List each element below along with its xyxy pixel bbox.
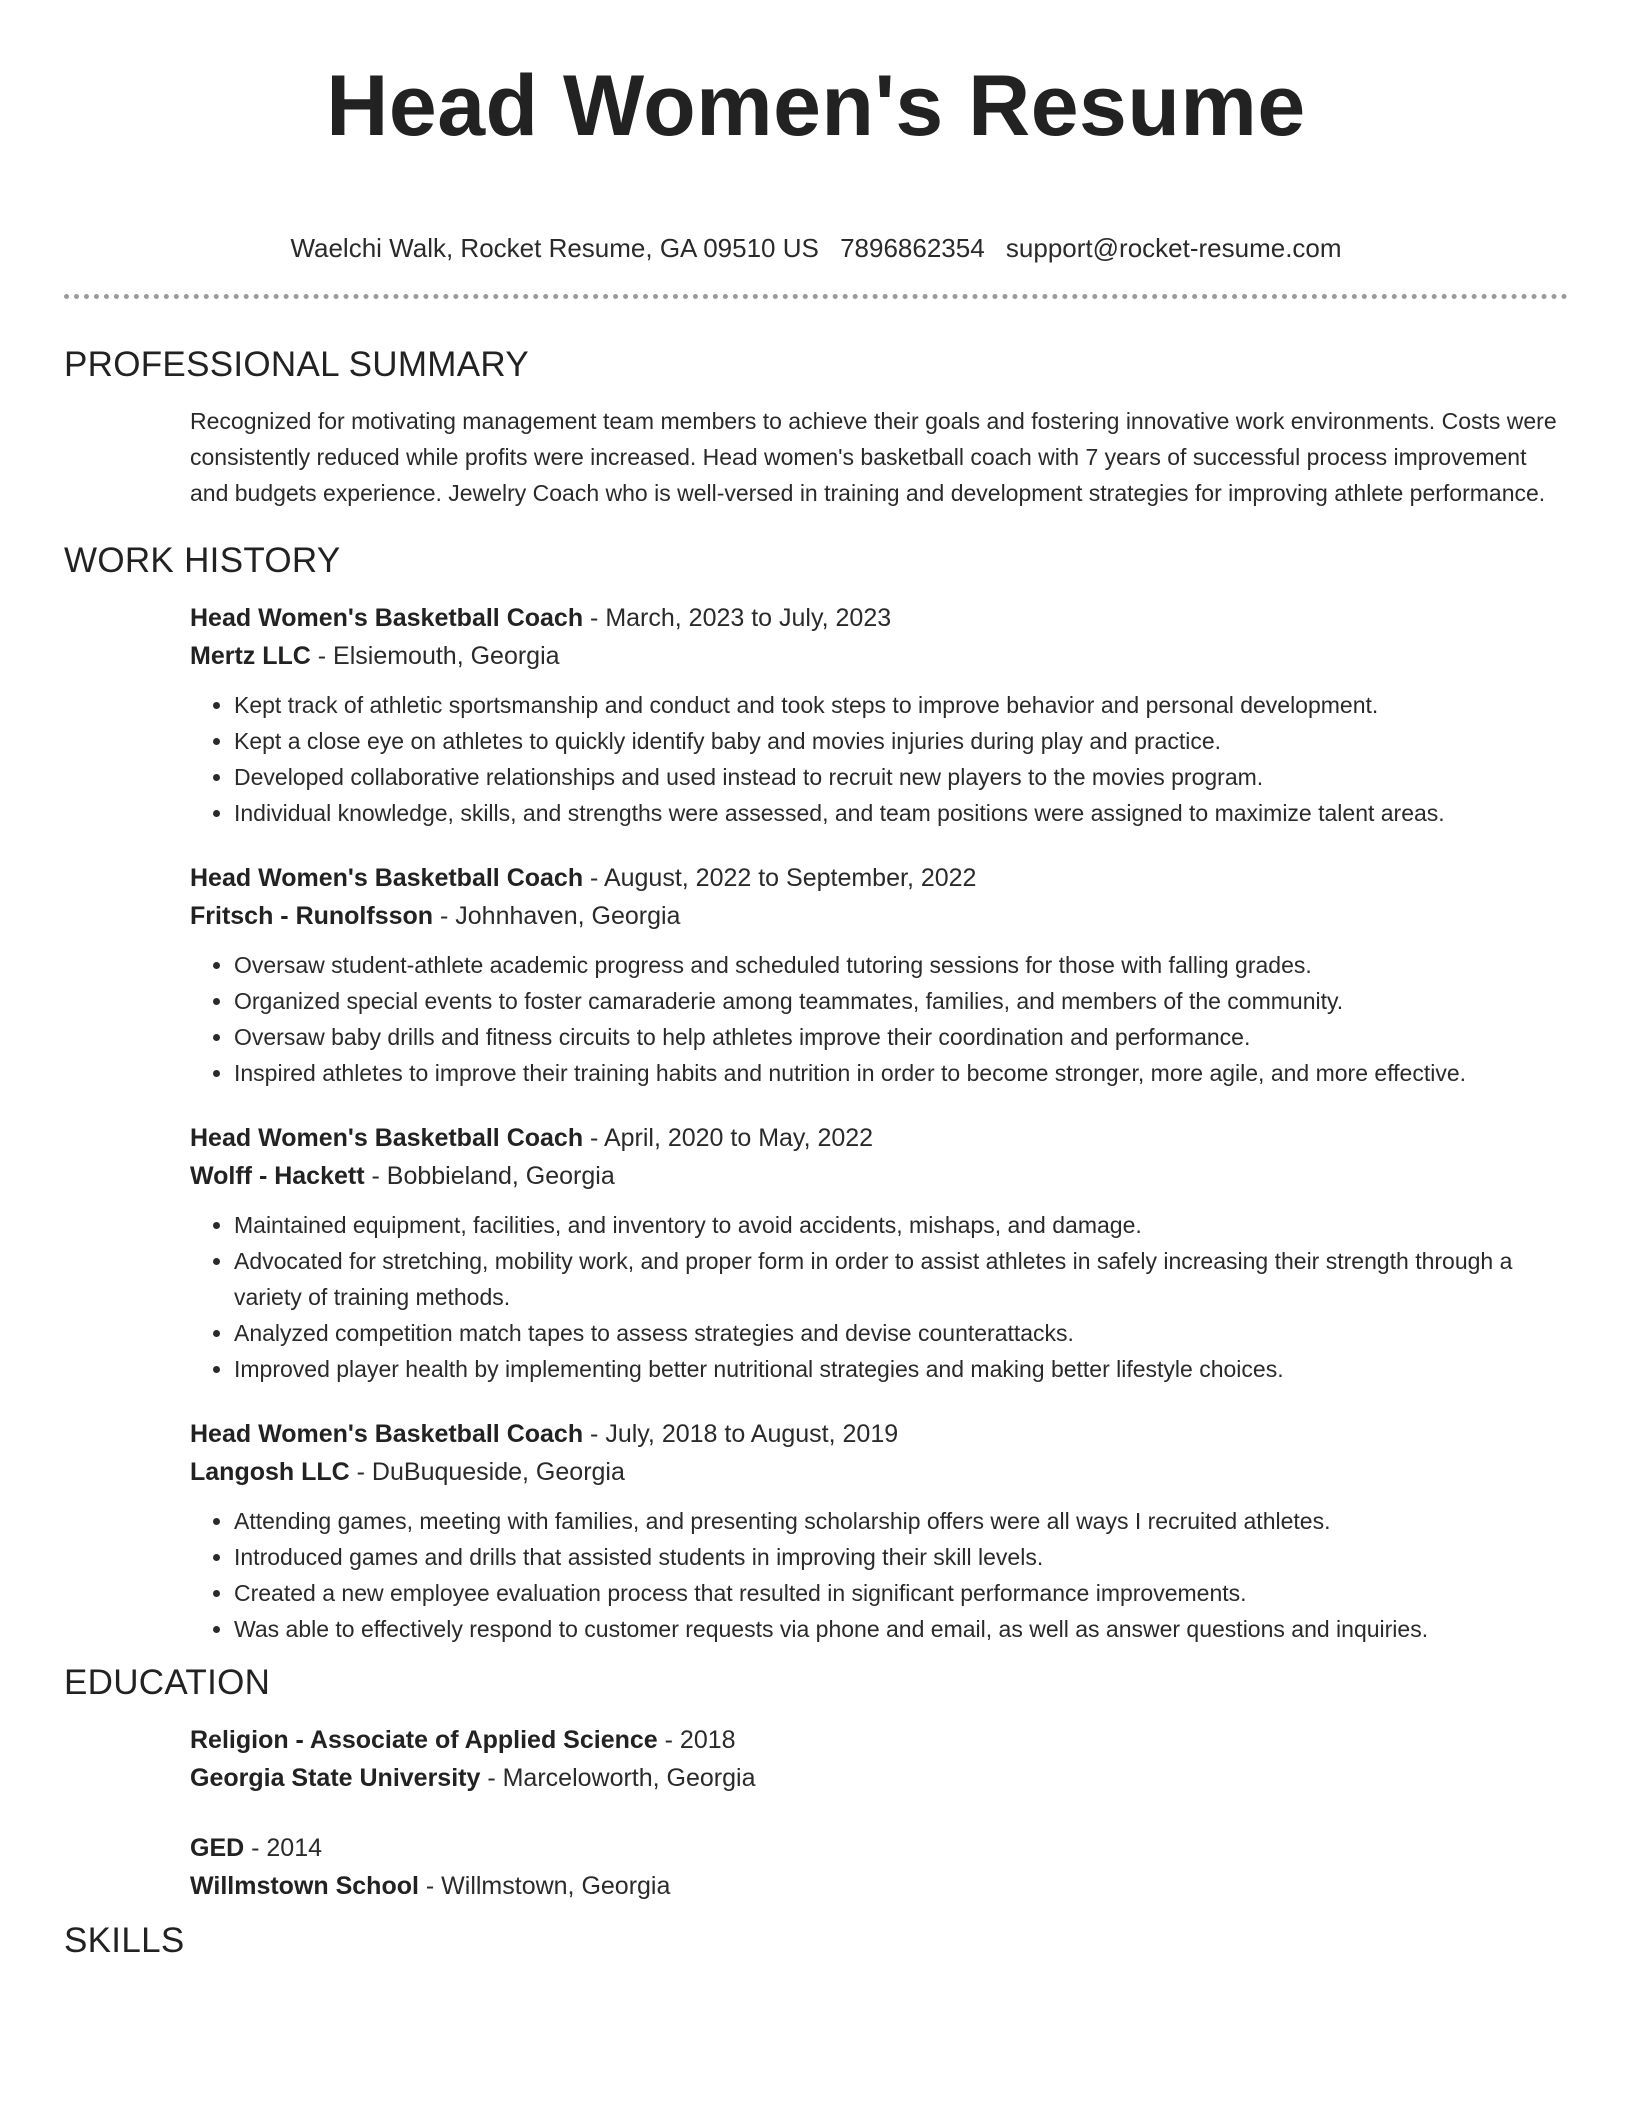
- job-bullet: • Developed collaborative relationships and used instead to recruit new players to the movies program.: [234, 759, 1568, 795]
- job-bullet: • Oversaw baby drills and fitness circuits to help athletes improve their coordination and performance.: [234, 1019, 1568, 1055]
- job-location: - DuBuqueside, Georgia: [349, 1458, 625, 1486]
- job-role: Head Women's Basketball Coach: [190, 1124, 584, 1152]
- job-company-line: [190, 637, 1568, 675]
- work-history-section: [64, 599, 1568, 1647]
- job-dates: - August, 2022 to September, 2022: [583, 864, 977, 892]
- work-history-heading: WORK HISTORY: [64, 541, 341, 580]
- job-role-line: [190, 1119, 1568, 1157]
- job-role-line: [190, 859, 1568, 897]
- education-entry: [190, 1721, 1568, 1797]
- job-company: Mertz LLC: [190, 642, 311, 670]
- job-bullet: • Improved player health by implementing better nutritional strategies and making better lifestyle choices.: [234, 1351, 1568, 1387]
- job-bullets: [190, 1207, 1568, 1387]
- job-bullets: [190, 947, 1568, 1091]
- job-company-line: [190, 897, 1568, 935]
- job-role: Head Women's Basketball Coach: [190, 604, 584, 632]
- job-bullet: • Kept track of athletic sportsmanship and conduct and took steps to improve behavior and personal development.: [234, 687, 1568, 723]
- job-location: - Bobbieland, Georgia: [364, 1162, 615, 1190]
- education-school-line: [190, 1759, 1568, 1797]
- job-bullet: • Created a new employee evaluation process that resulted in significant performance improvements.: [234, 1575, 1568, 1611]
- job-dates: - March, 2023 to July, 2023: [583, 604, 892, 632]
- job-role-line: [190, 599, 1568, 637]
- job-role-line: [190, 1415, 1568, 1453]
- education-school: Georgia State University: [190, 1764, 481, 1792]
- education-location: - Willmstown, Georgia: [418, 1872, 671, 1900]
- education-degree-line: [190, 1721, 1568, 1759]
- job-company: Langosh LLC: [190, 1458, 350, 1486]
- summary-heading: PROFESSIONAL SUMMARY: [64, 345, 529, 384]
- job-bullets: [190, 687, 1568, 831]
- job-dates: - July, 2018 to August, 2019: [583, 1420, 899, 1448]
- job-company: Wolff - Hackett: [190, 1162, 365, 1190]
- education-degree: Religion - Associate of Applied Science: [190, 1726, 658, 1754]
- job-bullet: • Introduced games and drills that assisted students in improving their skill levels.: [234, 1539, 1568, 1575]
- education-year: - 2018: [657, 1726, 736, 1754]
- job-bullet: • Was able to effectively respond to customer requests via phone and email, as well as answer questions and inquiries.: [234, 1611, 1568, 1647]
- education-degree-line: [190, 1829, 1568, 1867]
- job-company-line: [190, 1453, 1568, 1491]
- job-bullet: • Inspired athletes to improve their training habits and nutrition in order to become stronger, more agile, and more effective.: [234, 1055, 1568, 1091]
- contact-line: [64, 230, 1568, 266]
- education-year: - 2014: [244, 1834, 323, 1862]
- resume-title: Head Women's Resume: [326, 58, 1306, 154]
- job-entry: [190, 1415, 1568, 1647]
- phone-text: 7896862354: [840, 233, 985, 263]
- job-bullet: • Maintained equipment, facilities, and inventory to avoid accidents, mishaps, and damage.: [234, 1207, 1568, 1243]
- email-text: support@rocket-resume.com: [1005, 233, 1342, 263]
- job-bullet: • Analyzed competition match tapes to assess strategies and devise counterattacks.: [234, 1315, 1568, 1351]
- education-school-line: [190, 1867, 1568, 1905]
- education-section: [64, 1721, 1568, 1905]
- education-degree: GED: [190, 1834, 245, 1862]
- education-entry: [190, 1829, 1568, 1905]
- education-heading: EDUCATION: [64, 1663, 271, 1702]
- job-company-line: [190, 1157, 1568, 1195]
- job-role: Head Women's Basketball Coach: [190, 1420, 584, 1448]
- job-bullets: [190, 1503, 1568, 1647]
- job-bullet: • Organized special events to foster camaraderie among teammates, families, and members of the community.: [234, 983, 1568, 1019]
- education-school: Willmstown School: [190, 1872, 419, 1900]
- summary-text: Recognized for motivating management team members to achieve their goals and fostering innovative work environments. Costs were consistently reduced while profits were increased. Head women's basketball coach with 7 years of successful process improvement and budgets experience. Jewelry Coach who is well-versed in training and development strategies for improving athlete performance.: [190, 408, 1557, 506]
- job-entry: [190, 599, 1568, 831]
- address-text: Waelchi Walk, Rocket Resume, GA 09510 US: [290, 233, 819, 263]
- job-bullet: • Kept a close eye on athletes to quickly identify baby and movies injuries during play and practice.: [234, 723, 1568, 759]
- job-location: - Elsiemouth, Georgia: [310, 642, 560, 670]
- summary-section: [64, 403, 1568, 511]
- skills-heading: SKILLS: [64, 1921, 185, 1960]
- job-company: Fritsch - Runolfsson: [190, 902, 434, 930]
- job-bullet: • Attending games, meeting with families, and presenting scholarship offers were all ways I recruited athletes.: [234, 1503, 1568, 1539]
- job-dates: - April, 2020 to May, 2022: [583, 1124, 874, 1152]
- job-role: Head Women's Basketball Coach: [190, 864, 584, 892]
- job-location: - Johnhaven, Georgia: [433, 902, 681, 930]
- job-entry: [190, 1119, 1568, 1387]
- job-bullet: • Advocated for stretching, mobility work, and proper form in order to assist athletes in safely increasing their strength through a variety of training methods.: [234, 1243, 1568, 1315]
- education-location: - Marceloworth, Georgia: [480, 1764, 756, 1792]
- header-divider: [64, 294, 1568, 299]
- job-entry: [190, 859, 1568, 1091]
- job-bullet: • Oversaw student-athlete academic progress and scheduled tutoring sessions for those with falling grades.: [234, 947, 1568, 983]
- job-bullet: • Individual knowledge, skills, and strengths were assessed, and team positions were assigned to maximize talent areas.: [234, 795, 1568, 831]
